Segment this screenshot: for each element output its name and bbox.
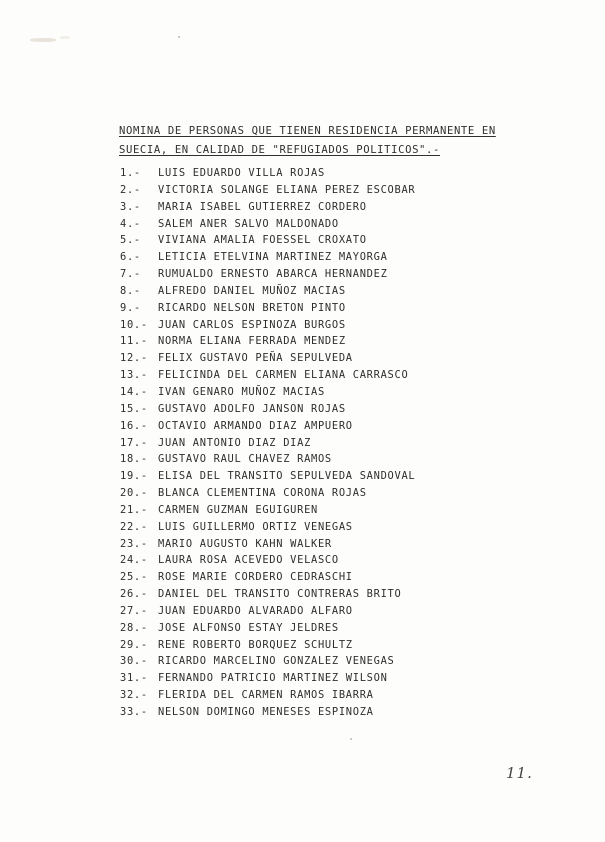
entry-number: 13.- bbox=[120, 369, 148, 382]
entry-number: 31.- bbox=[120, 672, 148, 685]
entry-number: 16.- bbox=[120, 419, 148, 432]
entry-number: 5.- bbox=[120, 234, 141, 247]
list-item bbox=[120, 603, 415, 620]
list-item bbox=[120, 199, 415, 216]
title-line: SUECIA, EN CALIDAD DE "REFUGIADOS POLITICOS".- bbox=[119, 144, 440, 156]
list-item bbox=[120, 586, 415, 603]
entry-name: GUSTAVO RAUL CHAVEZ RAMOS bbox=[158, 453, 332, 466]
entry-number: 1.- bbox=[120, 167, 141, 179]
list-item bbox=[120, 552, 415, 569]
refugee-name-list bbox=[120, 165, 415, 721]
list-item bbox=[120, 687, 415, 704]
entry-name: RENE ROBERTO BORQUEZ SCHULTZ bbox=[158, 638, 353, 651]
entry-name: VICTORIA SOLANGE ELIANA PEREZ ESCOBAR bbox=[158, 183, 416, 196]
entry-number: 23.- bbox=[120, 537, 148, 550]
paper-speck bbox=[178, 36, 180, 38]
entry-number: 2.- bbox=[120, 183, 141, 196]
list-item bbox=[120, 165, 415, 182]
entry-name: BLANCA CLEMENTINA CORONA ROJAS bbox=[158, 487, 367, 500]
entry-number: 28.- bbox=[120, 621, 148, 634]
entry-number: 30.- bbox=[120, 655, 148, 668]
entry-name: JOSE ALFONSO ESTAY JELDRES bbox=[158, 621, 339, 634]
list-item bbox=[120, 536, 415, 553]
entry-number: 4.- bbox=[120, 217, 141, 230]
entry-name: SALEM ANER SALVO MALDONADO bbox=[158, 217, 339, 230]
list-item bbox=[120, 401, 415, 418]
entry-number: 21.- bbox=[120, 503, 148, 516]
list-item bbox=[120, 485, 415, 502]
paper-speck bbox=[350, 738, 352, 740]
entry-name: LUIS GUILLERMO ORTIZ VENEGAS bbox=[158, 520, 353, 533]
list-item bbox=[120, 704, 415, 721]
entry-name: IVAN GENARO MUÑOZ MACIAS bbox=[158, 385, 325, 398]
document-title bbox=[119, 122, 509, 160]
list-item bbox=[120, 317, 415, 334]
entry-name: GUSTAVO ADOLFO JANSON ROJAS bbox=[158, 402, 346, 415]
list-item bbox=[120, 637, 415, 654]
paper-stain bbox=[30, 38, 56, 42]
entry-name: MARIA ISABEL GUTIERREZ CORDERO bbox=[158, 200, 367, 213]
entry-number: 3.- bbox=[120, 200, 141, 213]
entry-number: 19.- bbox=[120, 470, 148, 483]
list-item bbox=[120, 519, 415, 536]
entry-name: NORMA ELIANA FERRADA MENDEZ bbox=[158, 335, 346, 348]
list-item bbox=[120, 266, 415, 283]
entry-number: 15.- bbox=[120, 402, 148, 415]
list-item bbox=[120, 502, 415, 519]
list-item bbox=[120, 620, 415, 637]
list-item bbox=[120, 283, 415, 300]
title-line: NOMINA DE PERSONAS QUE TIENEN RESIDENCIA PERMANENTE EN bbox=[119, 125, 496, 137]
entry-name: FELIX GUSTAVO PEÑA SEPULVEDA bbox=[158, 352, 353, 365]
list-item bbox=[120, 670, 415, 687]
entry-name: FERNANDO PATRICIO MARTINEZ WILSON bbox=[158, 672, 388, 685]
entry-number: 7.- bbox=[120, 268, 141, 281]
entry-number: 12.- bbox=[120, 352, 148, 365]
entry-number: 27.- bbox=[120, 604, 148, 617]
entry-name: ELISA DEL TRANSITO SEPULVEDA SANDOVAL bbox=[158, 470, 416, 483]
list-item bbox=[120, 350, 415, 367]
entry-name: LUIS EDUARDO VILLA ROJAS bbox=[158, 167, 325, 179]
list-item bbox=[120, 333, 415, 350]
entry-number: 10.- bbox=[120, 318, 148, 331]
list-item bbox=[120, 435, 415, 452]
list-item bbox=[120, 182, 415, 199]
entry-name: JUAN EDUARDO ALVARADO ALFARO bbox=[158, 604, 353, 617]
handwritten-page-number: 11. bbox=[506, 764, 533, 782]
entry-name: ALFREDO DANIEL MUÑOZ MACIAS bbox=[158, 284, 346, 297]
list-item bbox=[120, 418, 415, 435]
list-item bbox=[120, 232, 415, 249]
list-item bbox=[120, 653, 415, 670]
entry-number: 20.- bbox=[120, 487, 148, 500]
entry-number: 17.- bbox=[120, 436, 148, 449]
entry-name: CARMEN GUZMAN EGUIGUREN bbox=[158, 503, 318, 516]
entry-number: 22.- bbox=[120, 520, 148, 533]
entry-name: LAURA ROSA ACEVEDO VELASCO bbox=[158, 554, 339, 567]
entry-name: RUMUALDO ERNESTO ABARCA HERNANDEZ bbox=[158, 268, 388, 281]
entry-name: FELICINDA DEL CARMEN ELIANA CARRASCO bbox=[158, 369, 409, 382]
entry-name: JUAN ANTONIO DIAZ DIAZ bbox=[158, 436, 312, 449]
entry-number: 14.- bbox=[120, 385, 148, 398]
entry-number: 33.- bbox=[120, 706, 148, 718]
entry-number: 11.- bbox=[120, 335, 148, 348]
entry-name: FLERIDA DEL CARMEN RAMOS IBARRA bbox=[158, 689, 374, 702]
entry-number: 32.- bbox=[120, 689, 148, 702]
entry-number: 9.- bbox=[120, 301, 141, 314]
list-item bbox=[120, 468, 415, 485]
entry-name: OCTAVIO ARMANDO DIAZ AMPUERO bbox=[158, 419, 353, 432]
entry-name: RICARDO MARCELINO GONZALEZ VENEGAS bbox=[158, 655, 395, 668]
entry-name: MARIO AUGUSTO KAHN WALKER bbox=[158, 537, 332, 550]
entry-name: NELSON DOMINGO MENESES ESPINOZA bbox=[158, 706, 374, 718]
entry-number: 29.- bbox=[120, 638, 148, 651]
entry-number: 6.- bbox=[120, 251, 141, 264]
entry-name: RICARDO NELSON BRETON PINTO bbox=[158, 301, 346, 314]
list-item bbox=[120, 384, 415, 401]
list-item bbox=[120, 367, 415, 384]
entry-number: 18.- bbox=[120, 453, 148, 466]
entry-name: JUAN CARLOS ESPINOZA BURGOS bbox=[158, 318, 346, 331]
entry-number: 8.- bbox=[120, 284, 141, 297]
list-item bbox=[120, 216, 415, 233]
list-item bbox=[120, 451, 415, 468]
list-item bbox=[120, 569, 415, 586]
entry-name: DANIEL DEL TRANSITO CONTRERAS BRITO bbox=[158, 588, 402, 601]
entry-name: LETICIA ETELVINA MARTINEZ MAYORGA bbox=[158, 251, 388, 264]
entry-number: 24.- bbox=[120, 554, 148, 567]
entry-number: 26.- bbox=[120, 588, 148, 601]
list-item bbox=[120, 249, 415, 266]
entry-number: 25.- bbox=[120, 571, 148, 584]
entry-name: ROSE MARIE CORDERO CEDRASCHI bbox=[158, 571, 353, 584]
paper-stain bbox=[60, 36, 70, 39]
entry-name: VIVIANA AMALIA FOESSEL CROXATO bbox=[158, 234, 367, 247]
list-item bbox=[120, 300, 415, 317]
